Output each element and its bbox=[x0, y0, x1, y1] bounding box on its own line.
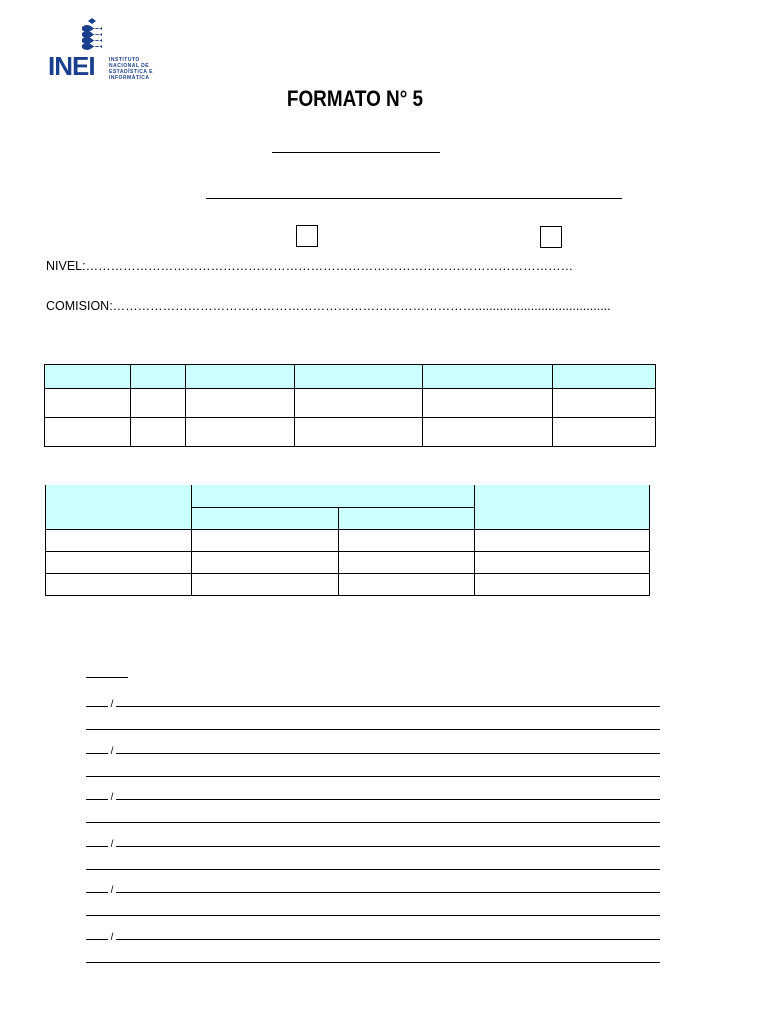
comision-field[interactable] bbox=[46, 299, 611, 313]
table-cell[interactable] bbox=[294, 389, 423, 418]
table-header-cell bbox=[45, 365, 131, 389]
table-header-cell bbox=[423, 365, 553, 389]
blank-line-long[interactable] bbox=[206, 198, 622, 199]
table-cell[interactable] bbox=[553, 389, 656, 418]
nivel-field[interactable] bbox=[46, 259, 573, 273]
table-header-row bbox=[46, 485, 650, 507]
table-cell[interactable] bbox=[475, 551, 650, 573]
table-cell[interactable] bbox=[185, 389, 294, 418]
table-row bbox=[46, 551, 650, 573]
page-title: FORMATO N° 5 bbox=[286, 86, 424, 111]
logo-subtitle: INSTITUTO NACIONAL DE ESTADÍSTICA E INFORMÁTICA bbox=[109, 57, 154, 81]
table-header-cell bbox=[185, 365, 294, 389]
table-cell[interactable] bbox=[185, 418, 294, 447]
table-cell[interactable] bbox=[294, 418, 423, 447]
table-header-cell bbox=[191, 507, 338, 529]
line-rule bbox=[86, 776, 660, 777]
line-rule bbox=[86, 729, 660, 730]
slash-separator: / bbox=[108, 839, 116, 851]
slash-separator: / bbox=[108, 932, 116, 944]
table-cell[interactable] bbox=[338, 573, 475, 595]
line-rule bbox=[86, 939, 660, 940]
slash-separator: / bbox=[108, 699, 116, 711]
table-cell[interactable] bbox=[46, 573, 192, 595]
table-cell[interactable] bbox=[423, 389, 553, 418]
entry-line[interactable] bbox=[86, 909, 660, 921]
table-cell[interactable] bbox=[45, 418, 131, 447]
table-cell[interactable] bbox=[475, 529, 650, 551]
table-header-row bbox=[45, 365, 656, 389]
entry-line[interactable] bbox=[86, 956, 660, 968]
entry-line[interactable] bbox=[86, 723, 660, 735]
table-cell[interactable] bbox=[45, 389, 131, 418]
table-row bbox=[45, 418, 656, 447]
table-cell[interactable] bbox=[130, 418, 185, 447]
nivel-label: NIVEL: bbox=[46, 259, 86, 273]
table-cell[interactable] bbox=[130, 389, 185, 418]
line-rule bbox=[86, 706, 660, 707]
entry-line[interactable] bbox=[86, 863, 660, 875]
checkbox-left[interactable] bbox=[296, 225, 318, 247]
inei-logo bbox=[48, 18, 158, 84]
entry-line[interactable] bbox=[86, 770, 660, 782]
table-row bbox=[46, 573, 650, 595]
comision-label: COMISION: bbox=[46, 299, 113, 313]
table-cell[interactable] bbox=[46, 529, 192, 551]
nivel-dots: ……………………………………………………………………………………………………… bbox=[85, 259, 574, 273]
entry-line-with-slash[interactable] bbox=[86, 933, 660, 945]
table-header-cell bbox=[46, 485, 192, 529]
table-2 bbox=[45, 485, 650, 596]
table-header-cell bbox=[475, 485, 650, 529]
slash-separator: / bbox=[108, 746, 116, 758]
table-header-cell bbox=[338, 507, 475, 529]
entry-line-with-slash[interactable] bbox=[86, 747, 660, 759]
line-rule bbox=[86, 869, 660, 870]
table-row bbox=[46, 529, 650, 551]
table-cell[interactable] bbox=[338, 551, 475, 573]
table-cell[interactable] bbox=[191, 551, 338, 573]
line-rule bbox=[86, 799, 660, 800]
inei-wave-icon bbox=[80, 18, 104, 52]
table-cell[interactable] bbox=[553, 418, 656, 447]
table-cell[interactable] bbox=[475, 573, 650, 595]
table-header-cell bbox=[294, 365, 423, 389]
entry-line[interactable] bbox=[86, 816, 660, 828]
slash-separator: / bbox=[108, 885, 116, 897]
line-rule bbox=[86, 753, 660, 754]
table-cell[interactable] bbox=[46, 551, 192, 573]
line-rule bbox=[86, 892, 660, 893]
line-rule bbox=[86, 962, 660, 963]
table-header-cell bbox=[553, 365, 656, 389]
line-rule bbox=[86, 822, 660, 823]
table-cell[interactable] bbox=[191, 573, 338, 595]
entry-line-with-slash[interactable] bbox=[86, 700, 660, 712]
section-heading-line bbox=[86, 677, 128, 678]
table-1 bbox=[44, 364, 656, 447]
table-row bbox=[45, 389, 656, 418]
line-rule bbox=[86, 846, 660, 847]
slash-separator: / bbox=[108, 792, 116, 804]
table-cell[interactable] bbox=[423, 418, 553, 447]
table-cell[interactable] bbox=[338, 529, 475, 551]
entry-line-with-slash[interactable] bbox=[86, 793, 660, 805]
table-cell[interactable] bbox=[191, 529, 338, 551]
blank-line-short[interactable] bbox=[272, 152, 440, 153]
table-header-cell bbox=[130, 365, 185, 389]
entry-line-with-slash[interactable] bbox=[86, 886, 660, 898]
table-header-cell bbox=[191, 485, 475, 507]
entry-line-with-slash[interactable] bbox=[86, 840, 660, 852]
checkbox-right[interactable] bbox=[540, 226, 562, 248]
logo-wordmark: INEI bbox=[48, 51, 95, 81]
line-rule bbox=[86, 915, 660, 916]
comision-dots: ……………………………………………………………………………....................................... bbox=[112, 299, 611, 313]
